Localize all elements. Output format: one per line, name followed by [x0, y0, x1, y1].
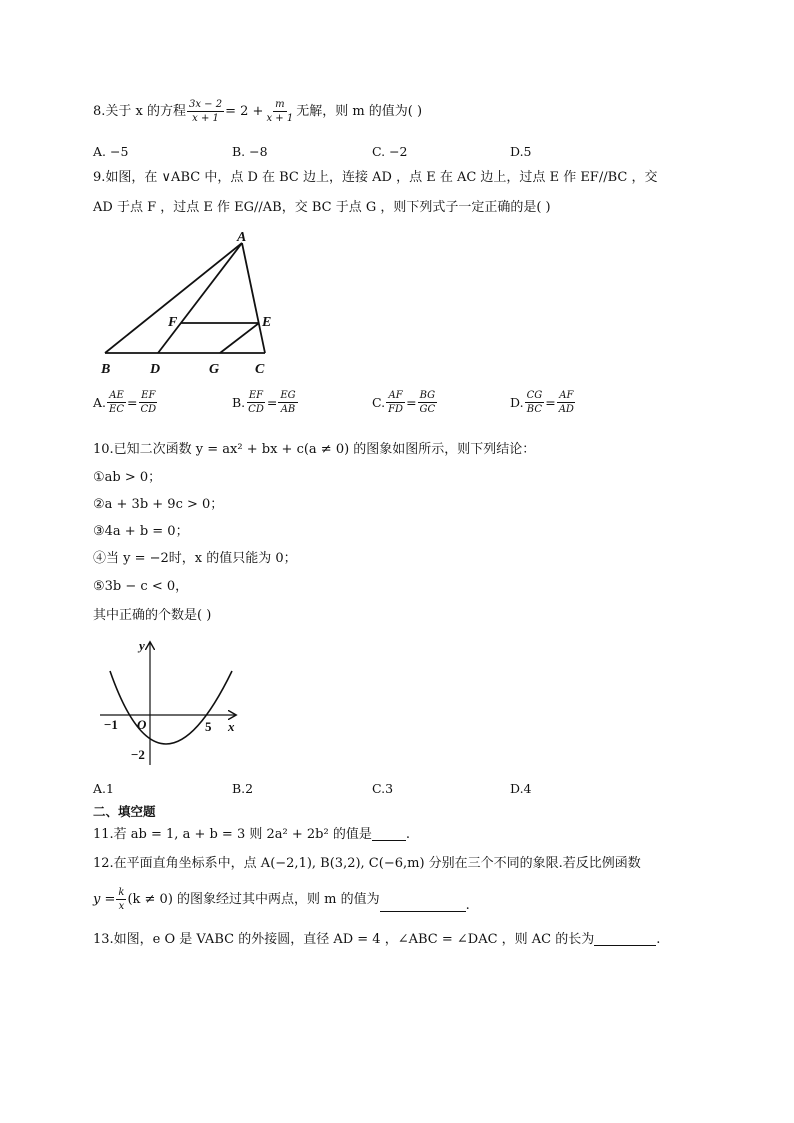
q12-post: (k ≠ 0) 的图象经过其中两点，则 m 的值为 — [127, 892, 380, 907]
q9-c-lnum: AF — [388, 390, 403, 401]
q9-a-rnum: EF — [141, 390, 156, 401]
q9-b-right-fraction — [278, 390, 297, 415]
label-c: C — [255, 362, 265, 377]
q8-fraction-1 — [187, 99, 224, 124]
q9-d-lden: BC — [526, 404, 542, 415]
segment-ac — [242, 243, 265, 353]
q10-option-d[interactable]: D.4 — [510, 781, 532, 796]
q8-frac2-denominator: x + 1 — [266, 113, 294, 124]
q8-fraction-2 — [264, 99, 295, 124]
q12-frac-denominator: x — [118, 901, 125, 912]
q9-a-lden: EC — [109, 404, 124, 415]
parabola-curve — [110, 671, 232, 744]
q12-line-1: 12.在平面直角坐标系中，点 A(−2,1), B(3,2), C(−6,m) 分别在三个不同的象限.若反比例函数 — [93, 856, 641, 871]
q9-a-rden: CD — [140, 404, 157, 415]
q9-a-lnum: AE — [109, 390, 124, 401]
q10-option-b[interactable]: B.2 — [232, 781, 254, 796]
q8-frac1-denominator: x + 1 — [192, 113, 219, 124]
question-8 — [93, 99, 422, 124]
q12-tail: . — [465, 898, 470, 913]
q9-d-right-fraction — [557, 390, 576, 415]
x-axis-label: x — [228, 719, 235, 734]
q9-d-rden: AD — [558, 404, 574, 415]
q9-c-letter: C. — [372, 395, 386, 410]
q12-answer-blank[interactable] — [380, 899, 466, 912]
question-11 — [93, 828, 410, 841]
segment-eg — [220, 323, 259, 353]
equals: = — [266, 395, 278, 410]
question-13 — [93, 933, 660, 946]
label-a: A — [237, 230, 247, 245]
q9-d-lnum: CG — [526, 390, 543, 401]
q12-fraction — [116, 887, 126, 912]
q10-question: 其中正确的个数是( ) — [93, 608, 212, 623]
y-axis-label: y — [139, 638, 145, 653]
q9-b-lnum: EF — [248, 390, 264, 401]
q10-item-2: ②a + 3b + 9c > 0； — [93, 497, 224, 512]
q9-c-left-fraction — [386, 390, 405, 415]
equals: = — [406, 395, 417, 410]
q9-c-rden: GC — [419, 404, 436, 415]
q8-option-a[interactable]: A. −5 — [93, 144, 129, 159]
q9-a-letter: A. — [93, 395, 107, 410]
equals: = — [126, 395, 138, 410]
tick-label-neg1: −1 — [104, 717, 118, 732]
q10-item-4: ④当 y = −2时，x 的值只能为 0； — [93, 551, 297, 566]
q8-option-c[interactable]: C. −2 — [372, 144, 408, 159]
q11-text: 11.若 ab = 1, a + b = 3 则 2a² + 2b² 的值是 — [93, 827, 372, 842]
q9-c-rnum: BG — [419, 390, 436, 401]
q12-pre: y = — [93, 892, 116, 907]
q11-answer-blank[interactable] — [372, 828, 406, 841]
q9-option-d[interactable] — [510, 390, 577, 415]
q9-option-b[interactable] — [232, 390, 299, 415]
q10-item-3: ③4a + b = 0； — [93, 524, 189, 539]
q9-a-right-fraction — [138, 390, 158, 415]
q12-frac-numerator: k — [118, 887, 125, 898]
q8-mid: = 2 + — [225, 104, 264, 119]
q9-triangle-figure — [95, 228, 295, 378]
q10-item-5: ⑤3b − c < 0， — [93, 579, 189, 594]
q10-option-c[interactable]: C.3 — [372, 781, 394, 796]
q10-option-a[interactable]: A.1 — [93, 781, 114, 796]
q13-answer-blank[interactable] — [594, 933, 656, 946]
q9-c-right-fraction — [418, 390, 438, 415]
q9-line-1: 9.如图，在 ∨ABC 中，点 D 在 BC 边上，连接 AD ，点 E 在 AC 边上，过点 E 作 EF//BC ，交 — [93, 170, 658, 185]
q11-tail: . — [405, 827, 410, 842]
segment-ad — [158, 243, 242, 353]
q9-option-a[interactable] — [93, 390, 159, 415]
section-title-fill-in: 二、填空题 — [93, 804, 156, 819]
q9-b-letter: B. — [232, 395, 246, 410]
label-b: B — [101, 362, 111, 377]
q8-prefix: 8.关于 x 的方程 — [93, 104, 186, 119]
q9-b-lden: CD — [248, 404, 264, 415]
label-f: F — [168, 315, 178, 330]
q12-line-2 — [93, 887, 470, 912]
q9-b-rden: AB — [280, 404, 296, 415]
q10-item-1: ①ab > 0； — [93, 470, 162, 485]
label-d: D — [150, 362, 161, 377]
tick-label-neg2: −2 — [131, 747, 145, 762]
q9-d-left-fraction — [525, 390, 545, 415]
q8-frac1-numerator: 3x − 2 — [189, 99, 223, 110]
origin-label: O — [137, 717, 147, 732]
q10-parabola-graph — [95, 635, 245, 770]
q9-c-lden: FD — [388, 404, 404, 415]
label-e: E — [262, 315, 272, 330]
q9-d-rnum: AF — [559, 390, 574, 401]
equals: = — [545, 395, 556, 410]
q9-b-rnum: EG — [280, 390, 296, 401]
q8-option-b[interactable]: B. −8 — [232, 144, 268, 159]
q9-option-c[interactable] — [372, 390, 438, 415]
q10-stem: 10.已知二次函数 y = ax² + bx + c(a ≠ 0) 的图象如图所示，则下列结论： — [93, 442, 536, 457]
q8-suffix: 无解，则 m 的值为( ) — [296, 104, 423, 119]
q13-text: 13.如图，e O 是 VABC 的外接圆，直径 AD = 4 ，∠ABC = ∠DAC ，则 AC 的长为 — [93, 932, 595, 947]
q9-d-letter: D. — [510, 395, 524, 410]
q9-a-left-fraction — [107, 390, 126, 415]
q9-line-2: AD 于点 F ，过点 E 作 EG//AB，交 BC 于点 G ，则下列式子一定正确的是( ) — [93, 200, 551, 215]
q8-frac2-numerator: m — [275, 99, 285, 110]
q8-option-d[interactable]: D.5 — [510, 144, 532, 159]
segment-ab — [105, 243, 242, 353]
q13-tail: . — [656, 932, 661, 947]
q9-b-left-fraction — [246, 390, 266, 415]
tick-label-5: 5 — [205, 719, 212, 734]
label-g: G — [209, 362, 220, 377]
